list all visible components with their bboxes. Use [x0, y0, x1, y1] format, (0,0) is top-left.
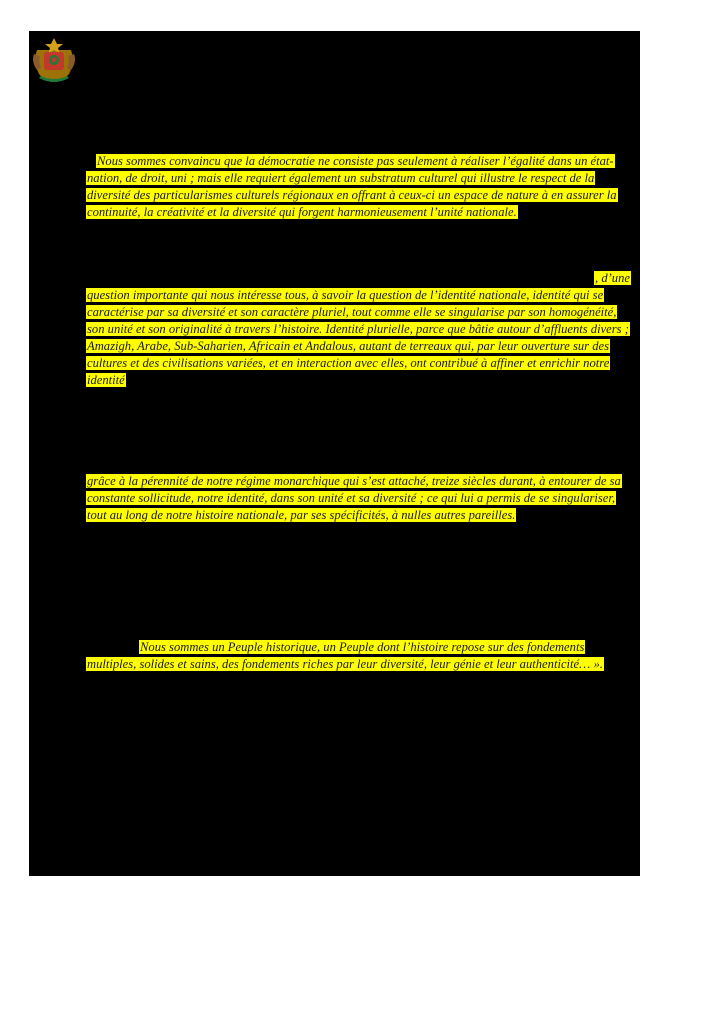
paragraph-democracy [86, 153, 631, 221]
highlighted-text: Nous sommes convaincu que la démocratie ne consiste pas seulement à réaliser l’égalité dans un état-nation, de droit, uni ; mais elle requiert également un substratum culturel qui illustre le respect de la diversité des particularismes culturels régionaux en offrant à ceux-ci un espace de nature à en assurer la continuité, la créativité et la diversité qui forgent harmonieusement l’unité nationale. [87, 154, 617, 219]
highlighted-text: Nous sommes un Peuple historique, un Peuple dont l’histoire repose sur des fondements multiples, solides et sains, des fondements riches par leur diversité, leur génie et leur authenticité… ». [87, 640, 603, 671]
paragraph-monarchy [86, 473, 631, 524]
highlighted-text: question importante qui nous intéresse tous, à savoir la question de l’identité nationale, identité qui se caractérise par sa diversité et son caractère pluriel, tout comme elle se singularise par son homogénéité, son unité et son originalité à travers l’histoire. Identité plurielle, parce que bâtie autour d’affluents divers ; Amazigh, Arabe, Sub-Saharien, Africain et Andalous, autant de terreaux qui, par leur ouverture sur des cultures et des civilisations variées, et en interaction avec elles, ont contribué à affiner et enrichir notre identité [87, 288, 629, 387]
coat-of-arms-icon [29, 32, 79, 86]
paragraph-historic-people [86, 639, 631, 673]
highlighted-text: grâce à la pérennité de notre régime monarchique qui s’est attaché, treize siècles durant, à entourer de sa constante sollicitude, notre identité, dans son unité et sa diversité ; ce qui lui a permis de se singulariser, tout au long de notre histoire nationale, par ses spécificités, à nulles autres pareilles. [87, 474, 621, 522]
paragraph-national-identity [86, 270, 631, 389]
highlighted-lead-fragment: , d’une [595, 271, 630, 285]
